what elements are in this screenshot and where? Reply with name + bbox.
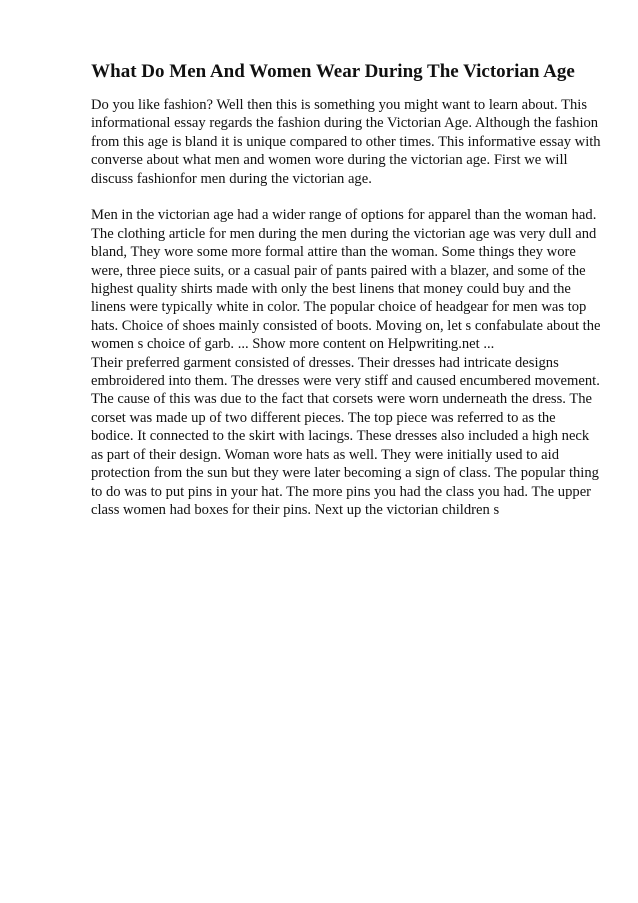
document-body <box>91 96 601 519</box>
document-title: What Do Men And Women Wear During The Victorian Age <box>91 61 575 82</box>
paragraph-intro: Do you like fashion? Well then this is something you might want to learn about. This informational essay regards the fashion during the Victorian Age. Although the fashion from this age is bland it is unique compared to other times. This informative essay with converse about what men and women wore during the victorian age. First we will discuss fashionfor men during the victorian age. <box>91 97 601 187</box>
paragraph-men: Men in the victorian age had a wider range of options for apparel than the woman had. The clothing article for men during the men during the victorian age was very dull and bland, They wore some more formal attire than the woman. Some things they wore were, three piece suits, or a casual pair of pants paired with a blazer, and some of the highest quality shirts made with only the best linens that money could buy and the linens were typically white in color. The popular choice of headgear for men was top hats. Choice of shoes mainly consisted of boots. Moving on, let s confabulate about the women s choice of garb. ... Show more content on Helpwriting.net ... <box>91 207 601 353</box>
paragraph-women: Their preferred garment consisted of dresses. Their dresses had intricate designs embroidered into them. The dresses were very stiff and caused encumbered movement. The cause of this was due to the fact that corsets were worn underneath the dress. The corset was made up of two different pieces. The top piece was referred to as the bodice. It connected to the skirt with lacings. These dresses also included a high neck as part of their design. Woman wore hats as well. They were initially used to aid protection from the sun but they were later becoming a sign of class. The popular thing to do was to put pins in your hat. The more pins you had the class you had. The upper class women had boxes for their pins. Next up the victorian children s <box>91 354 600 518</box>
paragraph-spacer <box>91 188 601 206</box>
